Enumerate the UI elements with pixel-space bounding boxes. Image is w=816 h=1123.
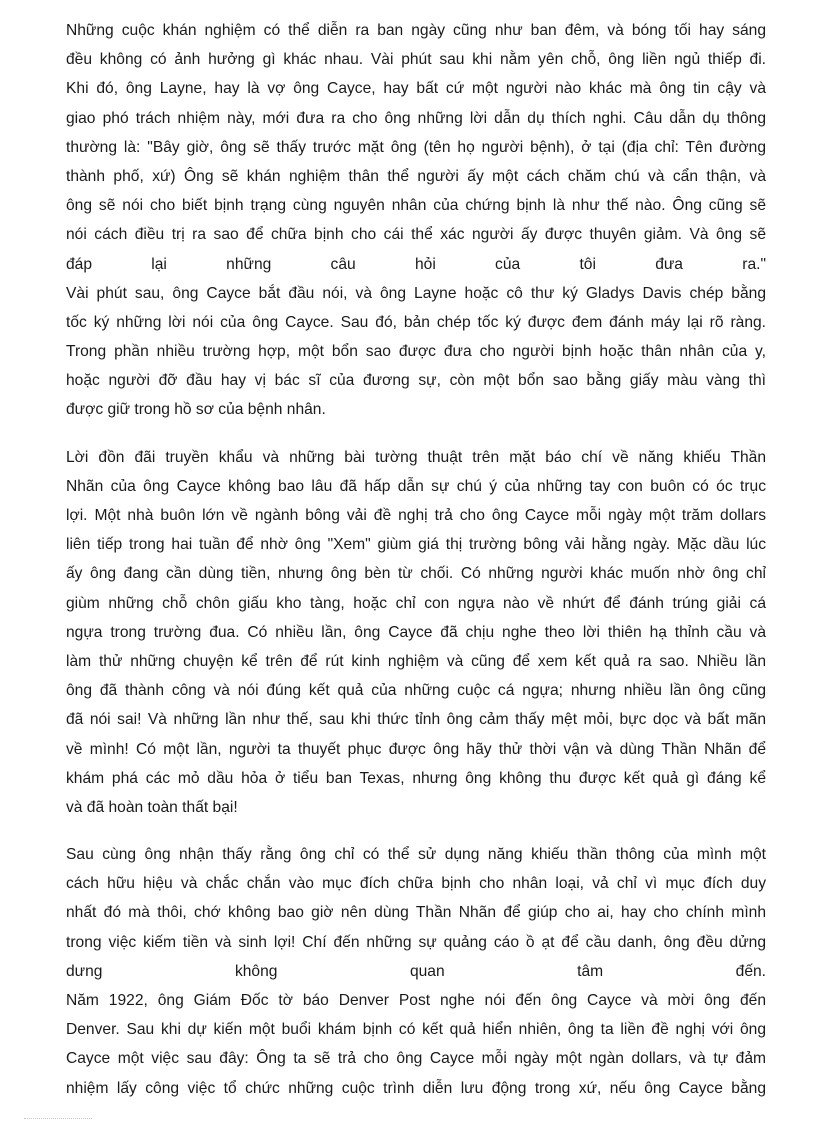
text-line: giùm những chỗ chôn giấu kho tàng, hoặc chỉ con ngựa nào về nhứt để đánh trúng giải cá xyxy=(66,594,766,612)
text-line: cách hữu hiệu và chắc chắn vào mục đích chữa bịnh cho nhân loại, vả chỉ vì mục đích duy xyxy=(66,875,766,893)
paragraph-2 xyxy=(66,443,766,822)
text-line: Những cuộc khán nghiệm có thể diễn ra ban ngày cũng như ban đêm, và bóng tối hay sáng xyxy=(66,22,766,39)
text-line: trong việc kiếm tiền và sinh lợi! Chí đến những sự quảng cáo ồ ạt để cầu danh, ông đều dửng xyxy=(66,933,766,951)
text-line: và đã hoàn toàn thất bại! xyxy=(66,798,238,816)
text-line: nói cách điều trị ra sao để chữa bịnh cho cái thể xác người ấy được thuyên giảm. Và ông sẽ xyxy=(66,226,766,244)
text-line: đáp lại những câu hỏi của tôi đưa ra." xyxy=(66,255,766,273)
text-line: đã nói sai! Và những lần như thế, sau khi thức tỉnh ông cảm thấy mệt mỏi, bực dọc và bất mãn xyxy=(66,711,766,729)
text-line: Vài phút sau, ông Cayce bắt đầu nói, và ông Layne hoặc cô thư ký Gladys Davis chép bằng xyxy=(66,284,766,302)
footer-divider xyxy=(24,1118,92,1120)
text-line: lợi. Một nhà buôn lớn về ngành bông vải đề nghị trả cho ông Cayce mỗi ngày một trăm dollars xyxy=(66,507,766,524)
text-line: đều không có ảnh hưởng gì khác nhau. Vài phút sau khi nằm yên chỗ, ông liền ngủ thiếp đi. xyxy=(66,51,766,69)
text-line: tốc ký những lời nói của ông Cayce. Sau đó, bản chép tốc ký được đem đánh máy lại rõ ràng. xyxy=(66,313,766,331)
text-line: thành phố, xứ) Ông sẽ khán nghiệm thân thể người ấy một cách chăm chú và cẩn thận, và xyxy=(66,167,766,185)
text-line: Trong phần nhiều trường hợp, một bổn sao được đưa cho người bịnh hoặc thân nhân của y, xyxy=(66,343,766,361)
text-line: nhất đó mà thôi, chớ không bao giờ nên dùng Thần Nhãn để giúp cho ai, hay cho chính mình xyxy=(66,904,766,922)
paragraph-spacer xyxy=(66,822,766,840)
text-line: Khi đó, ông Layne, hay là vợ ông Cayce, hay bất cứ một người nào khác mà ông tin cậy và xyxy=(66,80,766,98)
paragraph-3 xyxy=(66,840,766,1103)
text-line: được giữ trong hồ sơ của bệnh nhân. xyxy=(66,401,326,419)
text-line: Năm 1922, ông Giám Đốc tờ báo Denver Post nghe nói đến ông Cayce và mời ông đến xyxy=(66,992,766,1009)
text-line: ông sẽ nói cho biết bịnh trạng cùng nguyên nhân của chứng bịnh là như thế nào. Ông cũng sẽ xyxy=(66,197,766,215)
text-line: nhiệm lấy công việc tổ chức những cuộc trình diễn lưu động trong xứ, nếu ông Cayce bằng xyxy=(66,1079,766,1097)
text-line: Nhãn của ông Cayce không bao lâu đã hấp dẫn sự chú ý của những tay con buôn có óc trục xyxy=(66,477,766,495)
text-line: liên tiếp trong hai tuần để nhờ ông "Xem" giùm giá thị trường bông vải hằng ngày. Mặc dầu lúc xyxy=(66,536,766,554)
text-line: Lời đồn đãi truyền khẩu và những bài tường thuật trên mặt báo chí về năng khiếu Thần xyxy=(66,448,766,466)
text-line: giao phó trách nhiệm này, mới đưa ra cho ông những lời dẫn dụ thích nghi. Câu dẫn dụ thông xyxy=(66,109,766,127)
paragraph-1 xyxy=(66,16,766,425)
text-line: Sau cùng ông nhận thấy rằng ông chỉ có thể sử dụng năng khiếu thần thông của mình một xyxy=(66,846,766,864)
document-page xyxy=(66,16,766,1103)
text-line: làm thử những chuyện kể trên để rút kinh nghiệm và cũng để xem kết quả ra sao. Nhiều lần xyxy=(66,652,766,670)
text-line: ông đã thành công và nói đúng kết quả của những cuộc cá ngựa; nhưng nhiều lần ông cũng xyxy=(66,682,766,700)
text-line: ngựa trong trường đua. Có nhiều lần, ông Cayce đã chịu nghe theo lời thiên hạ thỉnh cầu và xyxy=(66,623,766,641)
text-line: Cayce một việc sau đây: Ông ta sẽ trả cho ông Cayce mỗi ngày một ngàn dollars, và tự đảm xyxy=(66,1050,766,1068)
text-line: hoặc người đỡ đầu hay vị bác sĩ của đương sự, còn một bổn sao bằng giấy màu vàng thì xyxy=(66,372,766,390)
text-line: khám phá các mỏ dầu hỏa ở tiểu ban Texas, nhưng ông không thu được kết quả gì đáng kể xyxy=(66,769,766,787)
text-line: Denver. Sau khi dự kiến một buổi khám bịnh có kết quả hiển nhiên, ông ta liền đề nghị với ông xyxy=(66,1021,766,1039)
text-line: về mình! Có một lần, người ta thuyết phục được ông hãy thử thời vận và dùng Thần Nhãn để xyxy=(66,740,766,758)
text-line: thường là: "Bây giờ, ông sẽ thấy trước mặt ông (tên họ người bệnh), ở tại (địa chỉ: Tên đường xyxy=(66,138,766,156)
text-line: ấy ông đang cần dùng tiền, nhưng ông bèn từ chối. Có những người khác muốn nhờ ông chỉ xyxy=(66,565,766,583)
text-line: dưng không quan tâm đến. xyxy=(66,962,766,980)
paragraph-spacer xyxy=(66,425,766,443)
